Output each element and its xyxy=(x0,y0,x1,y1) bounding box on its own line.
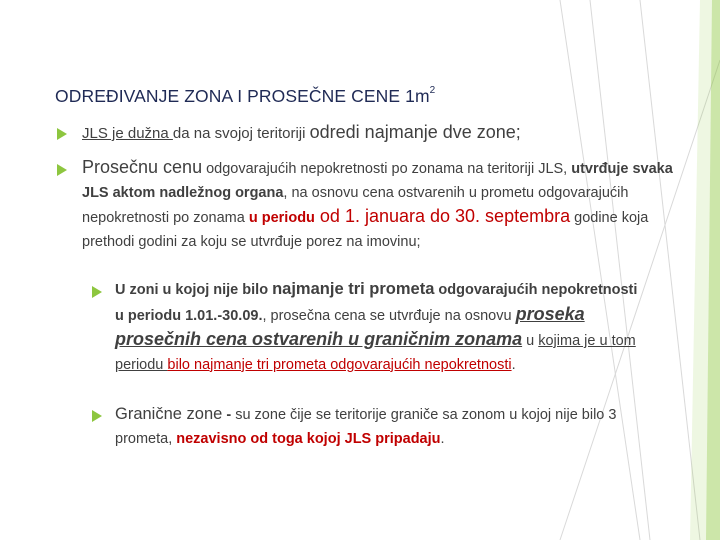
bullet-2-part-4: , na osnovu cena ostvarenih u prometu odgovarajućih nepokretnosti po zonama xyxy=(82,184,629,226)
bullet-2-part-6: od 1. januara do 30. septembra xyxy=(314,206,571,226)
subbullet-1-part-9: . xyxy=(511,356,516,373)
bullet-2-part-7: godine koja prethodi godini za koju se utvrđuje porez na imovinu; xyxy=(82,210,649,250)
bullet-1-part-2: da na svojoj teritoriji xyxy=(172,125,310,142)
slide-title xyxy=(55,86,435,107)
subbullet-1-part-6: u xyxy=(522,333,539,349)
subbullet-2-part-2: - xyxy=(222,407,236,423)
subbullet-1-part-4: , prosečna cena se utvrđuje na osnovu xyxy=(262,307,516,324)
subbullet-1-text xyxy=(115,278,645,377)
slide-title-superscript: 2 xyxy=(429,85,436,97)
bullet-1-text xyxy=(82,121,682,145)
subbullet-1-part-3: odgovarajućih nepokretnosti u periodu 1.01.-30.09. xyxy=(115,282,638,324)
bullet-2-part-2: odgovarajućih nepokretnosti po zonama na teritoriji JLS, xyxy=(202,161,572,177)
slide-title-text: ODREĐIVANJE ZONA I PROSEČNE CENE 1m xyxy=(55,86,430,106)
bullet-2-part-5: u periodu xyxy=(248,210,315,226)
subbullet-2-part-5: . xyxy=(440,431,445,447)
green-triangle-bullet-icon xyxy=(92,410,102,422)
subbullet-1-part-5: proseka prosečnih cena ostvarenih u graničnim zonama xyxy=(115,303,585,349)
bullet-2-part-1: Prosečnu cenu xyxy=(82,157,203,177)
subbullet-2-part-3: su zone čije se teritorije graniče sa zonom u kojoj nije bilo 3 prometa, xyxy=(115,407,617,447)
bullet-2-text xyxy=(82,156,674,254)
subbullet-2-text xyxy=(115,402,670,451)
bullet-1-part-1: JLS je dužna xyxy=(82,125,173,142)
subbullet-1-part-8: bilo najmanje tri prometa odgovarajućih nepokretnosti xyxy=(167,356,512,373)
green-triangle-bullet-icon xyxy=(57,164,67,176)
bullet-1-part-3: odredi najmanje dve zone; xyxy=(309,122,521,142)
green-triangle-bullet-icon xyxy=(57,128,67,140)
subbullet-2-part-4: nezavisno od toga kojoj JLS pripadaju xyxy=(176,431,441,447)
bullet-2-part-3: utvrđuje svaka JLS aktom nadležnog organa xyxy=(82,161,673,201)
subbullet-1-part-7: kojima je u tom periodu xyxy=(115,333,636,373)
subbullet-2-part-1: Granične zone xyxy=(115,405,223,423)
subbullet-1-part-2: najmanje tri prometa xyxy=(272,280,435,298)
green-triangle-bullet-icon xyxy=(92,286,102,298)
subbullet-1-part-1: U zoni u kojoj nije bilo xyxy=(115,282,273,298)
